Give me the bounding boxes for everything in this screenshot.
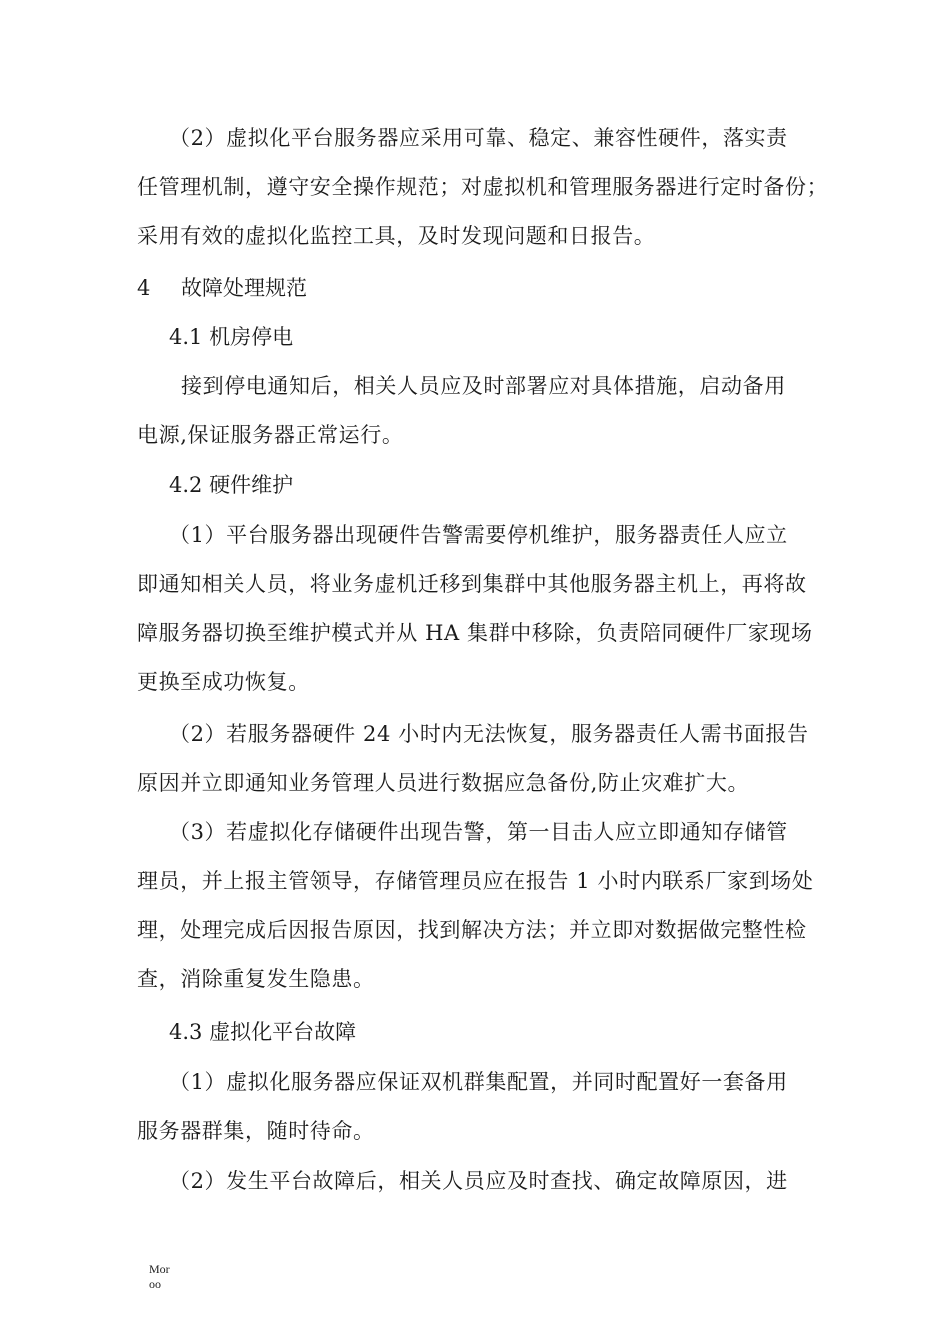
text-line: 查，消除重复发生隐患。 [137,967,375,991]
text-line: （2）若服务器硬件 24 小时内无法恢复，服务器责任人需书面报告 [169,722,809,746]
footer-text: oo [149,1277,161,1291]
section-title: 故障处理规范 [181,276,307,300]
text-line: 接到停电通知后，相关人员应及时部署应对具体措施，启动备用 [181,374,786,398]
text-line: 电源,保证服务器正常运行。 [137,423,404,447]
section-heading-4 [137,264,307,313]
text-line: 服务器群集，随时待命。 [137,1119,375,1143]
text-line: 原因并立即通知业务管理人员进行数据应急备份,防止灾难扩大。 [137,771,750,795]
text-line: 更换至成功恢复。 [137,670,310,694]
text-line: （1）平台服务器出现硬件告警需要停机维护，服务器责任人应立 [169,523,788,547]
text-line: （2）虚拟化平台服务器应采用可靠、稳定、兼容性硬件，落实责 [169,126,788,150]
text-line: 采用有效的虚拟化监控工具，及时发现问题和日报告。 [137,224,656,248]
section-number: 4 [137,276,151,300]
text-line: 理，处理完成后因报告原因，找到解决方法；并立即对数据做完整性检 [137,918,807,942]
paragraph-platform-failure-1 [137,1058,837,1156]
text-line: 即通知相关人员，将业务虚机迁移到集群中其他服务器主机上，再将故 [137,572,807,596]
section-heading-4-1: 4.1 机房停电 [169,325,294,349]
paragraph-hardware-maintenance-3 [137,808,837,1004]
paragraph-hardware-maintenance-1 [137,511,837,707]
paragraph-platform-failure-2 [137,1157,837,1206]
text-line: （2）发生平台故障后，相关人员应及时查找、确定故障原因，进 [169,1169,788,1193]
text-line: （1）虚拟化服务器应保证双机群集配置，并同时配置好一套备用 [169,1070,788,1094]
text-line: （3）若虚拟化存储硬件出现告警，第一目击人应立即通知存储管 [169,820,788,844]
text-line: 理员，并上报主管领导，存储管理员应在报告 1 小时内联系厂家到场处 [137,869,814,893]
section-heading-4-3: 4.3 虚拟化平台故障 [169,1020,357,1044]
paragraph-hardware-maintenance-2 [137,710,837,808]
section-heading-4-2: 4.2 硬件维护 [169,473,294,497]
paragraph-virtualization-server [137,114,837,261]
footer-text: Mor [149,1262,170,1276]
text-line: 任管理机制，遵守安全操作规范；对虚拟机和管理服务器进行定时备份； [137,175,829,199]
page-footer [149,1262,170,1292]
paragraph-power-outage [137,362,837,460]
text-line: 障服务器切换至维护模式并从 HA 集群中移除，负责陪同硬件厂家现场 [137,621,813,645]
